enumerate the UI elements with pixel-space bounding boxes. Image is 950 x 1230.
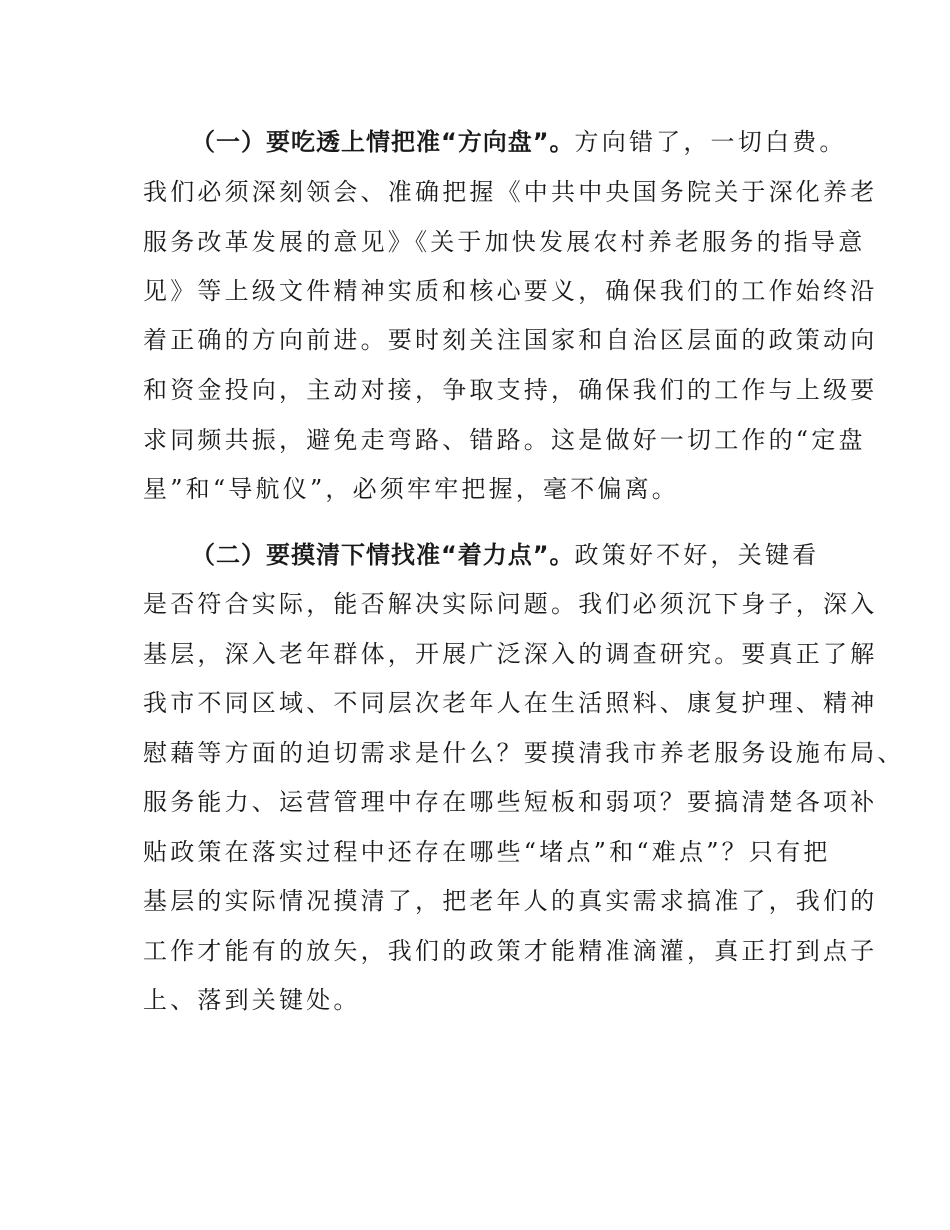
section-2-line: 贴政策在落实过程中还存在哪些“堵点”和“难点”？只有把 xyxy=(143,838,831,866)
section-2-line: 基层的实际情况摸清了，把老年人的真实需求搞准了，我们的 xyxy=(143,887,878,915)
section-2-line: 是否符合实际，能否解决实际问题。我们必须沉下身子，深入 xyxy=(143,590,878,618)
section-2-line: 服务能力、运营管理中存在哪些短板和弱项？要搞清楚各项补 xyxy=(143,788,878,816)
section-1-line: 服务改革发展的意见》《关于加快发展农村养老服务的指导意 xyxy=(143,228,866,256)
section-2-line: 慰藉等方面的迫切需求是什么？要摸清我市养老服务设施布局、 xyxy=(143,739,905,767)
section-2-line: 基层，深入老年群体，开展广泛深入的调查研究。要真正了解 xyxy=(143,640,878,668)
section-1-line: 和资金投向，主动对接，争取支持，确保我们的工作与上级要 xyxy=(143,376,878,404)
section-1-line: 我们必须深刻领会、准确把握《中共中央国务院关于深化养老 xyxy=(143,178,878,206)
section-2-first-line-text: 政策好不好，关键看 xyxy=(574,541,820,569)
section-1-line: 着正确的方向前进。要时刻关注国家和自治区层面的政策动向 xyxy=(143,326,878,354)
section-1-first-line xyxy=(191,122,847,162)
section-2-line: 上、落到关键处。 xyxy=(143,986,361,1014)
section-1-line: 见》等上级文件精神实质和核心要义，确保我们的工作始终沿 xyxy=(143,277,878,305)
section-1-line: 星”和“导航仪”，必须牢牢把握，毫不偏离。 xyxy=(143,475,680,503)
section-1-heading: （一）要吃透上情把准“方向盘”。 xyxy=(191,128,575,156)
section-2-line: 工作才能有的放矢，我们的政策才能精准滴灌，真正打到点子 xyxy=(143,937,878,965)
section-2-line: 我市不同区域、不同层次老年人在生活照料、康复护理、精神 xyxy=(143,689,878,717)
section-1-first-line-text: 方向错了，一切白费。 xyxy=(574,128,847,156)
section-1-line: 求同频共振，避免走弯路、错路。这是做好一切工作的“定盘 xyxy=(143,426,866,454)
section-2-first-line xyxy=(191,535,833,575)
section-2-heading: （二）要摸清下情找准“着力点”。 xyxy=(191,541,575,569)
